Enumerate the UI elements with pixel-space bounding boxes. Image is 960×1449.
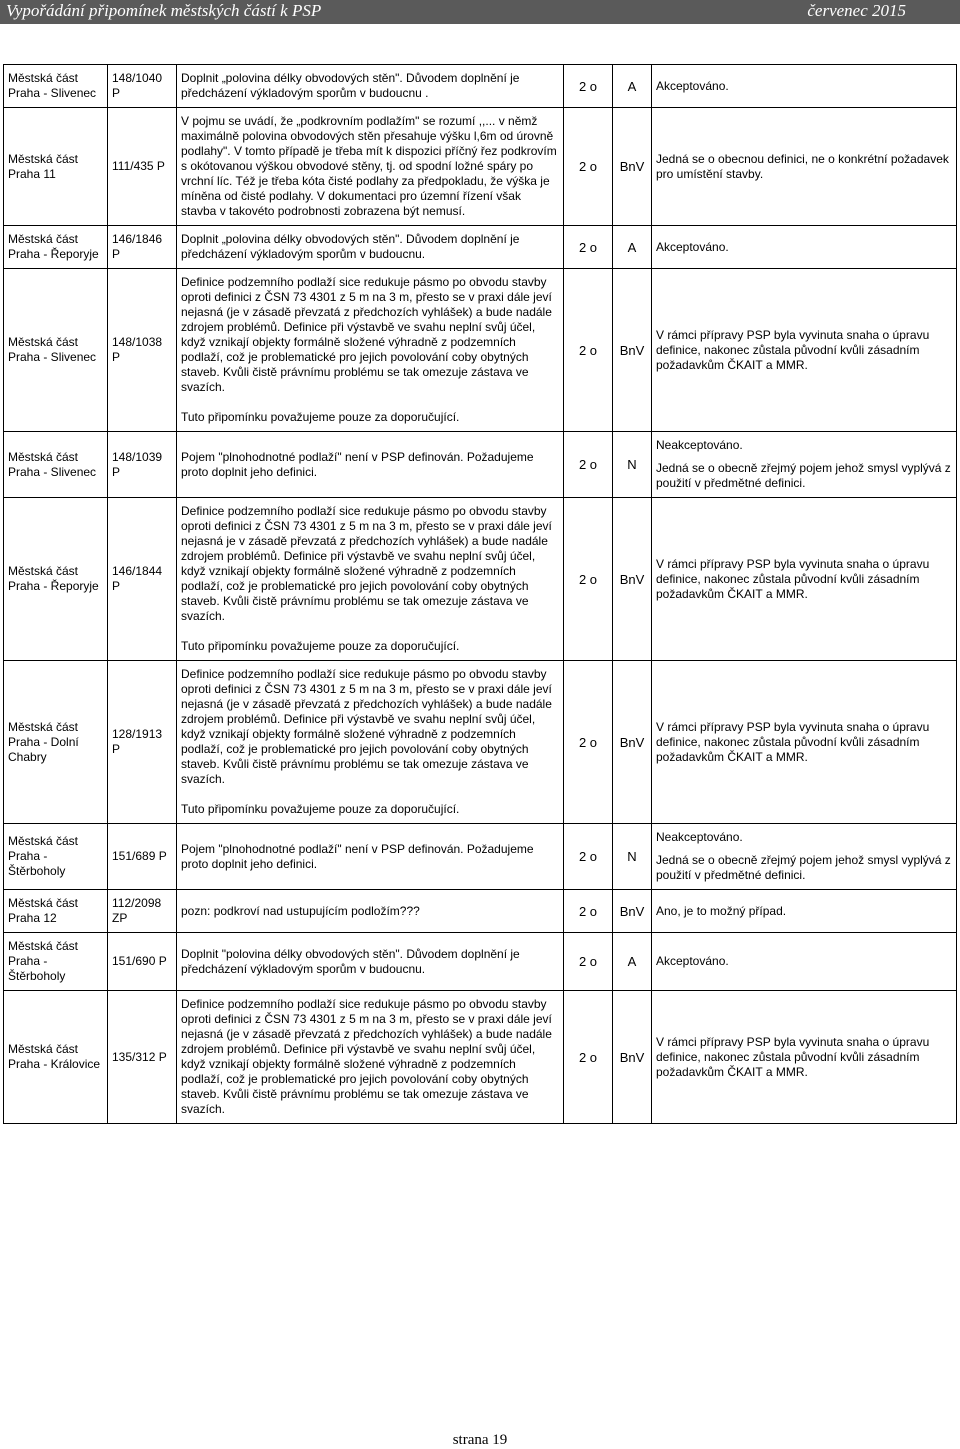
submitter-cell: Městská část Praha 12 [4, 890, 108, 933]
status-cell: BnV [613, 991, 652, 1124]
comment-text: Definice podzemního podlaží sice redukuje pásmo po obvodu stavby oproti definici z ČSN 73 4301 z 5 m na 3 m, přesto se v praxi dále jeví nejasná je v zásadě převzatá z předchozích vyhlášek) a bude nadále zdrojem problémů. Definice při výstavbě ve svahu neplní svůj účel, když vznikají objekty formálně složené výhradně z podzemních podlaží, což je problematické pro jejich povolování coby obytných staveb. Kvůli čistě právnímu problému se tak omezuje zástava ve svazích. [181, 504, 552, 623]
document-title: Vypořádání připomínek městských částí k PSP [6, 1, 322, 20]
resolution-text: V rámci přípravy PSP byla vyvinuta snaha o úpravu definice, nakonec zůstala původní kvůli zásadním požadavkům ČKAIT a MMR. [656, 327, 930, 372]
comment-row [4, 432, 957, 498]
resolution-verdict: Neakceptováno. [656, 438, 743, 452]
status-cell: N [613, 824, 652, 890]
comment-text-cell [177, 824, 564, 890]
comment-number-cell: 128/1913 P [108, 661, 177, 824]
comment-text: Definice podzemního podlaží sice redukuje pásmo po obvodu stavby oproti definici z ČSN 73 4301 z 5 m na 3 m, přesto se v praxi dále jeví nejasná (je v zásadě převzatá z předchozích vyhlášek) a bude nadále zdrojem problémů. Definice při výstavbě ve svahu neplní svůj účel, když vznikají objekty formálně složené výhradně z podzemních podlaží, což je problematické pro jejich povolování coby obytných staveb. Kvůli čistě právnímu problému se tak omezuje zástava ve svazích. [181, 997, 552, 1116]
category-cell: 2 o [564, 933, 613, 991]
resolution-text: Jedná se o obecnou definici, ne o konkrétní požadavek pro umístění stavby. [656, 151, 949, 181]
status-cell: A [613, 65, 652, 108]
resolution-text: Akceptováno. [656, 239, 729, 254]
resolution-cell [652, 65, 957, 108]
category-cell: 2 o [564, 824, 613, 890]
comment-note: Tuto připomínku považujeme pouze za doporučující. [181, 410, 460, 424]
category-cell: 2 o [564, 269, 613, 432]
comment-row [4, 661, 957, 824]
comment-text: Definice podzemního podlaží sice redukuje pásmo po obvodu stavby oproti definici z ČSN 73 4301 z 5 m na 3 m, přesto se v praxi dále jeví nejasná (je v zásadě převzatá z předchozích vyhlášek) a bude nadále zdrojem problémů. Definice při výstavbě ve svahu neplní svůj účel, když vznikají objekty formálně složené výhradně z podzemních podlaží, což je problematické pro jejich povolování coby obytných staveb. Kvůli čistě právnímu problému se tak omezuje zástava ve svazích. [181, 275, 552, 394]
comment-row [4, 498, 957, 661]
comment-number-cell: 146/1844 P [108, 498, 177, 661]
status-cell: A [613, 933, 652, 991]
comment-text-cell [177, 108, 564, 226]
comment-text: Doplnit „polovina délky obvodových stěn". Důvodem doplnění je předcházení výkladovým sporům v budoucnu . [181, 71, 520, 100]
comment-number-cell: 148/1040 P [108, 65, 177, 108]
comments-table-body [4, 65, 957, 1124]
resolution-text: V rámci přípravy PSP byla vyvinuta snaha o úpravu definice, nakonec zůstala původní kvůli zásadním požadavkům ČKAIT a MMR. [656, 556, 930, 601]
comment-row [4, 824, 957, 890]
status-cell: BnV [613, 269, 652, 432]
resolution-text: Akceptováno. [656, 78, 729, 93]
comment-text: Pojem "plnohodnotné podlaží" není v PSP definován. Požadujeme proto doplnit jeho definici. [181, 841, 534, 871]
comment-note: Tuto připomínku považujeme pouze za doporučující. [181, 639, 460, 653]
status-cell: N [613, 432, 652, 498]
submitter-cell: Městská část Praha - Královice [4, 991, 108, 1124]
category-cell: 2 o [564, 991, 613, 1124]
spacer [181, 395, 559, 410]
comment-row [4, 269, 957, 432]
comment-row [4, 991, 957, 1124]
submitter-cell: Městská část Praha - Štěrboholy [4, 824, 108, 890]
resolution-text: Jedná se o obecně zřejmý pojem jehož smysl vyplývá z použití v předmětné definici. [656, 853, 951, 882]
status-cell: BnV [613, 890, 652, 933]
comment-text: V pojmu se uvádí, že „podkrovním podlažím" se rozumí ,,... v němž maximálně polovina obvodových stěn přesahuje výšku l,6m od úrovně podlahy". V tomto případě je třeba mít k dispozici příčný řez podkrovím s okótovanou výškou obvodové stěny, tj. od spodní ložné spáry po vrchní líc. Též je třeba kóta čisté podlahy za předpokladu, že výška je míněna od čisté podlahy. V dokumentaci pro územní řízení však stavba v takovéto podrobnosti zobrazena být nemusí. [181, 114, 557, 218]
resolution-text: V rámci přípravy PSP byla vyvinuta snaha o úpravu definice, nakonec zůstala původní kvůli zásadním požadavkům ČKAIT a MMR. [656, 1034, 930, 1079]
resolution-cell [652, 890, 957, 933]
resolution-cell [652, 226, 957, 269]
submitter-cell: Městská část Praha - Slivenec [4, 65, 108, 108]
category-cell: 2 o [564, 226, 613, 269]
resolution-cell [652, 824, 957, 890]
category-cell: 2 o [564, 108, 613, 226]
category-cell: 2 o [564, 661, 613, 824]
resolution-verdict: Neakceptováno. [656, 830, 743, 844]
status-cell: BnV [613, 108, 652, 226]
resolution-cell [652, 432, 957, 498]
resolution-cell [652, 498, 957, 661]
resolution-text: Akceptováno. [656, 954, 729, 968]
comment-text: Pojem "plnohodnotné podlaží" není v PSP definován. Požadujeme proto doplnit jeho definici. [181, 449, 534, 479]
page-number: strana 19 [452, 1432, 508, 1448]
category-cell: 2 o [564, 65, 613, 108]
document-date: červenec 2015 [807, 1, 906, 20]
submitter-cell: Městská část Praha 11 [4, 108, 108, 226]
comment-text: Definice podzemního podlaží sice redukuje pásmo po obvodu stavby oproti definici z ČSN 73 4301 z 5 m na 3 m, přesto se v praxi dále jeví nejasná (je v zásadě převzatá z předchozích vyhlášek) a bude nadále zdrojem problémů. Definice při výstavbě ve svahu neplní svůj účel, když vznikají objekty formálně složené výhradně z podzemních podlaží, což je problematické pro jejich povolování coby obytných staveb. Kvůli čistě právnímu problému se tak omezuje zástava ve svazích. [181, 667, 552, 786]
comment-text-cell [177, 661, 564, 824]
resolution-cell [652, 933, 957, 991]
comment-text-cell [177, 890, 564, 933]
comment-number-cell: 148/1039 P [108, 432, 177, 498]
comment-row [4, 108, 957, 226]
status-cell: BnV [613, 498, 652, 661]
status-cell: BnV [613, 661, 652, 824]
page-header [0, 0, 960, 24]
submitter-cell: Městská část Praha - Dolní Chabry [4, 661, 108, 824]
comment-note: Tuto připomínku považujeme pouze za doporučující. [181, 802, 460, 816]
resolution-cell [652, 991, 957, 1124]
submitter-cell: Městská část Praha - Řeporyje [4, 498, 108, 661]
submitter-cell: Městská část Praha - Slivenec [4, 432, 108, 498]
resolution-text: V rámci přípravy PSP byla vyvinuta snaha o úpravu definice, nakonec zůstala původní kvůli zásadním požadavkům ČKAIT a MMR. [656, 719, 930, 764]
resolution-cell [652, 269, 957, 432]
resolution-text: Jedná se o obecně zřejmý pojem jehož smysl vyplývá z použití v předmětné definici. [656, 461, 951, 490]
comment-text: Doplnit "polovina délky obvodových stěn". Důvodem doplnění je předcházení výkladovým sporům v budoucnu. [181, 946, 520, 976]
resolution-cell [652, 108, 957, 226]
comment-row [4, 890, 957, 933]
comment-text-cell [177, 432, 564, 498]
category-cell: 2 o [564, 498, 613, 661]
comment-text-cell [177, 65, 564, 108]
comment-text: Doplnit „polovina délky obvodových stěn". Důvodem doplnění je předcházení výkladovým sporům v budoucnu. [181, 232, 520, 261]
comment-text-cell [177, 991, 564, 1124]
comment-text-cell [177, 933, 564, 991]
comments-table [3, 64, 957, 1124]
comment-text: pozn: podkroví nad ustupujícím podložím??? [181, 903, 420, 918]
comment-text-cell [177, 226, 564, 269]
comment-row [4, 933, 957, 991]
spacer [181, 624, 559, 639]
comment-row [4, 226, 957, 269]
category-cell: 2 o [564, 432, 613, 498]
submitter-cell: Městská část Praha - Štěrboholy [4, 933, 108, 991]
comment-number-cell: 146/1846 P [108, 226, 177, 269]
comment-number-cell: 148/1038 P [108, 269, 177, 432]
spacer [181, 787, 559, 802]
comment-number-cell: 111/435 P [108, 108, 177, 226]
comment-text-cell [177, 498, 564, 661]
comment-number-cell: 151/689 P [108, 824, 177, 890]
comment-row [4, 65, 957, 108]
resolution-cell [652, 661, 957, 824]
submitter-cell: Městská část Praha - Řeporyje [4, 226, 108, 269]
resolution-text: Ano, je to možný případ. [656, 903, 787, 918]
comment-text-cell [177, 269, 564, 432]
comment-number-cell: 135/312 P [108, 991, 177, 1124]
status-cell: A [613, 226, 652, 269]
submitter-cell: Městská část Praha - Slivenec [4, 269, 108, 432]
category-cell: 2 o [564, 890, 613, 933]
comment-number-cell: 151/690 P [108, 933, 177, 991]
comment-number-cell: 112/2098 ZP [108, 890, 177, 933]
